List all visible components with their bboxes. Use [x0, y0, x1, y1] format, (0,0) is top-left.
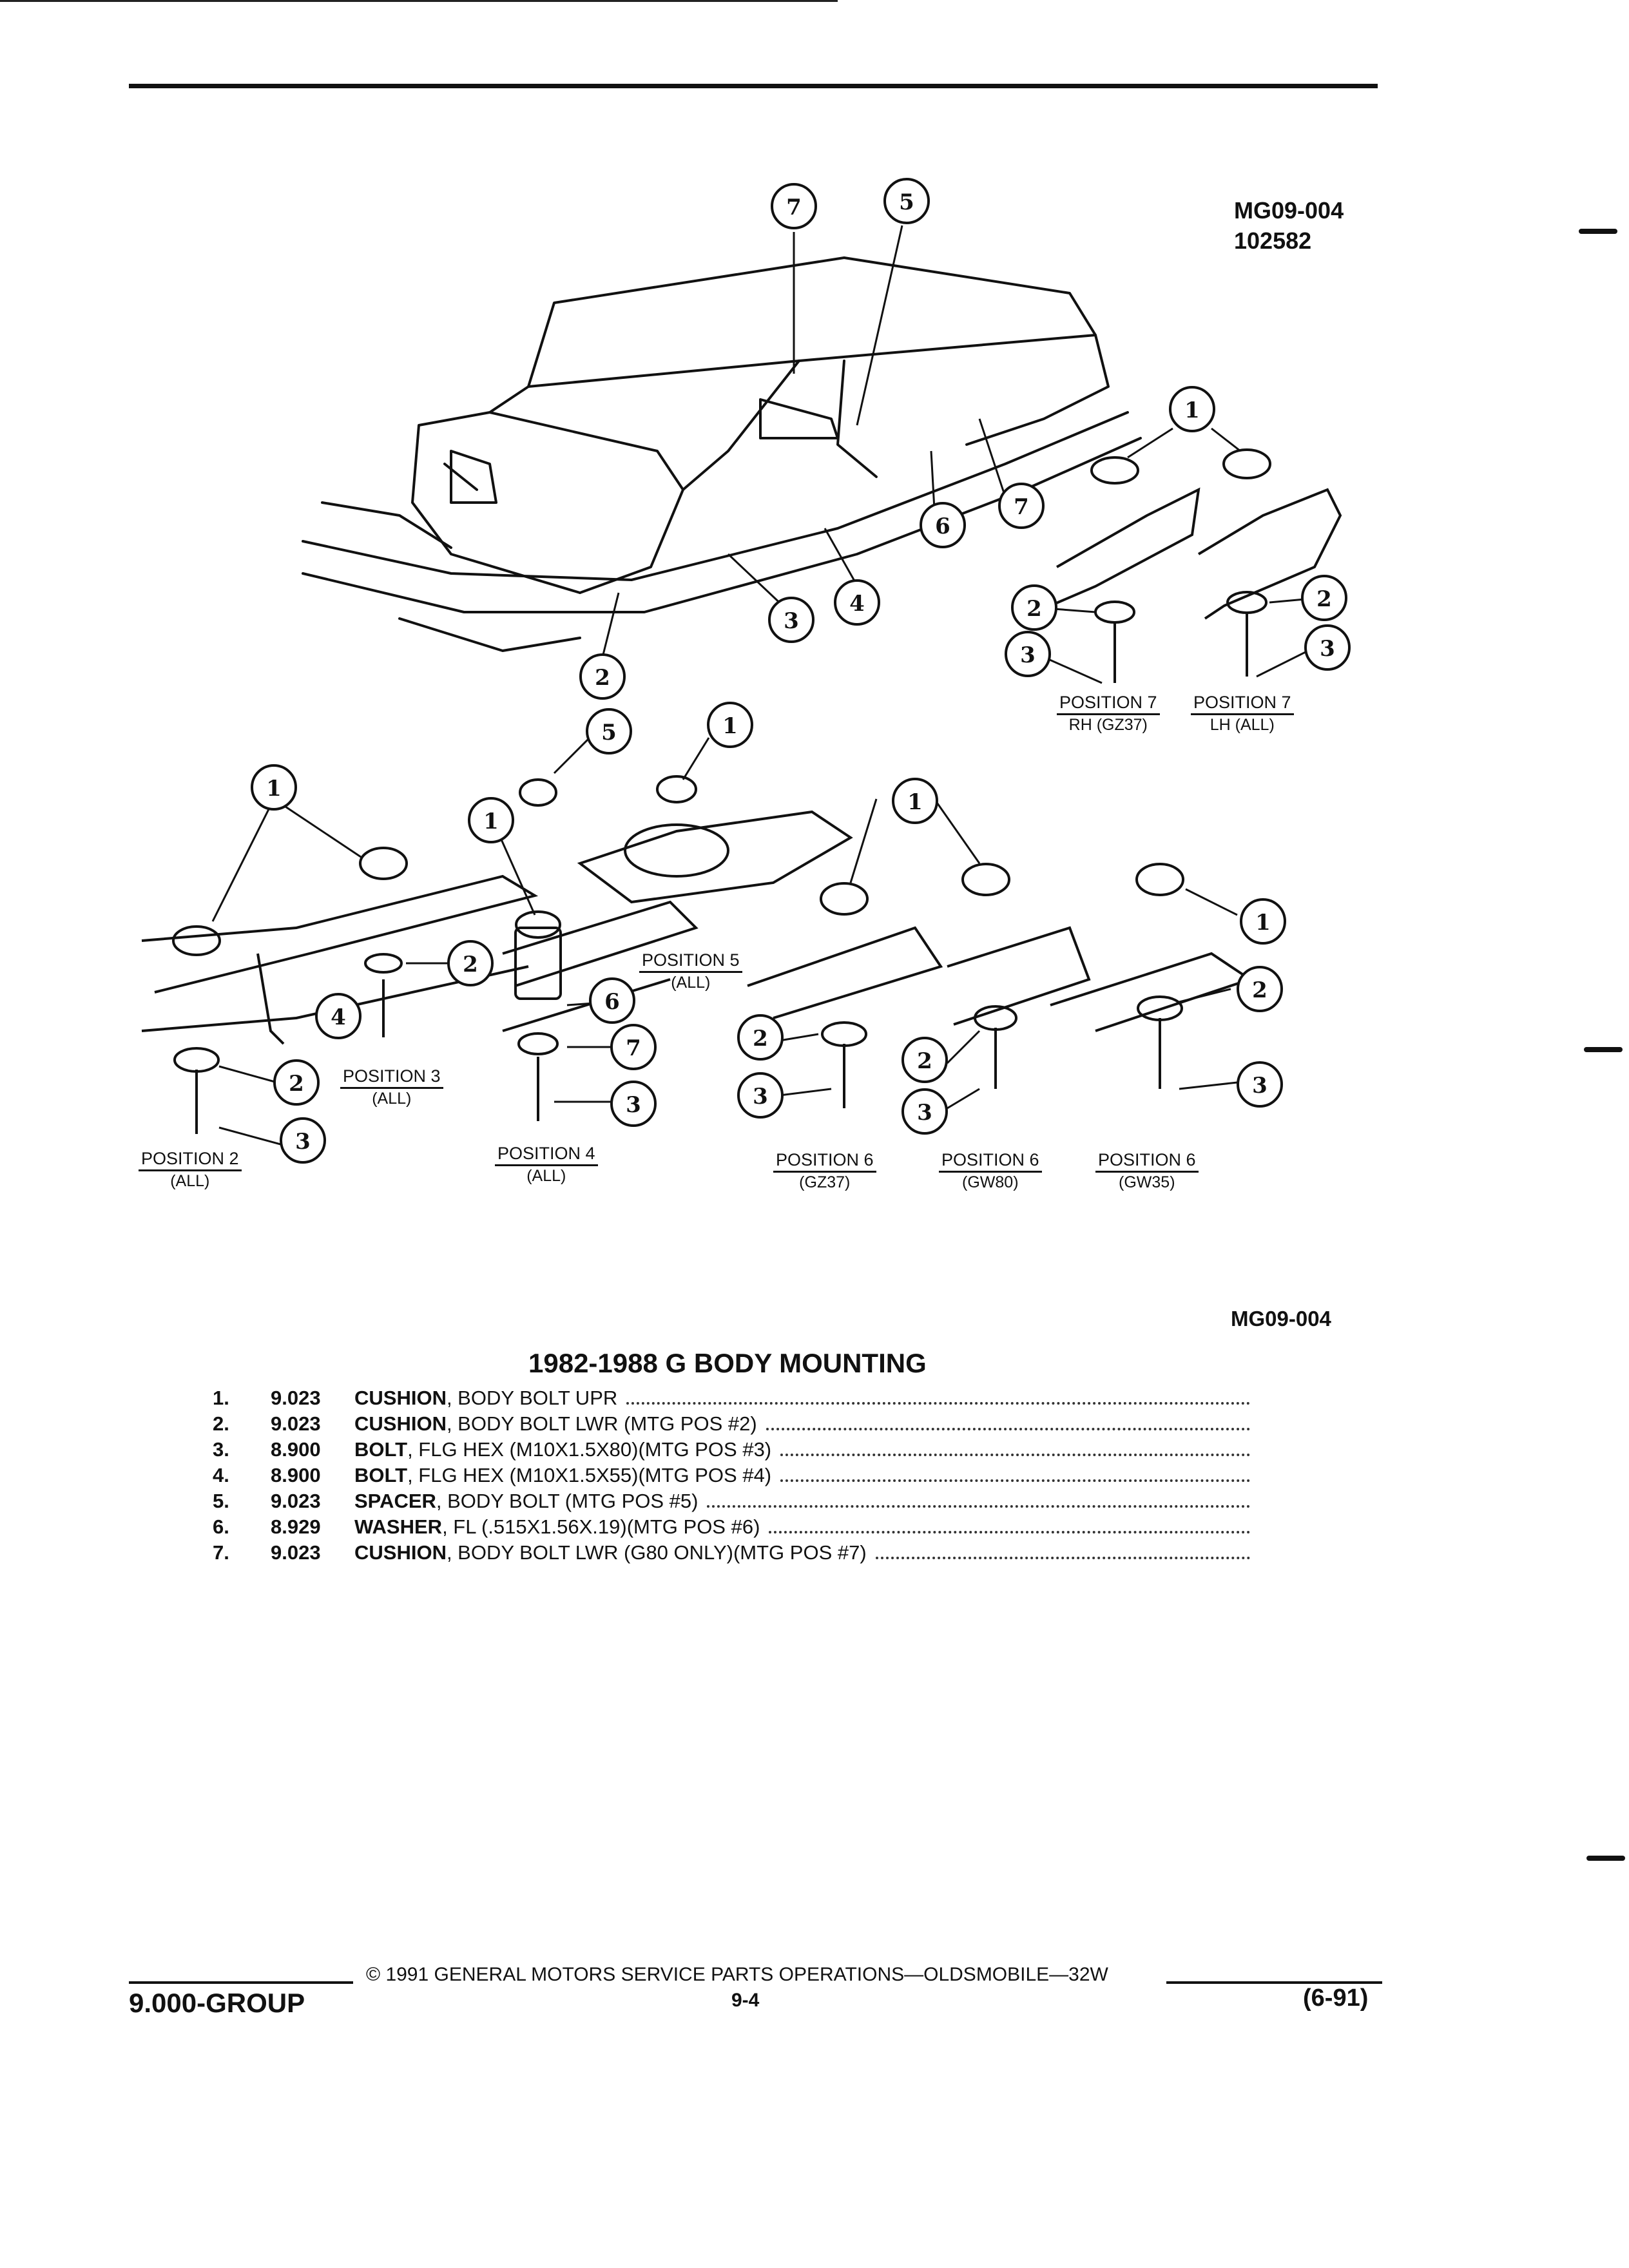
- callout-3: [1238, 1062, 1282, 1106]
- svg-text:2: 2: [1252, 977, 1268, 1003]
- svg-text:1: 1: [483, 809, 499, 834]
- callout-6: [590, 979, 634, 1023]
- callout-1: [1241, 899, 1285, 943]
- callout-5: [587, 709, 631, 753]
- position-label: POSITION 4 (ALL): [495, 1144, 598, 1186]
- callout-1: [708, 703, 752, 747]
- callout-2: [1238, 967, 1282, 1011]
- callout-3: [1006, 632, 1050, 676]
- callout-3: [903, 1090, 947, 1133]
- callout-2: [1012, 586, 1056, 629]
- parts-list: [213, 1385, 1257, 1566]
- callout-2: [448, 941, 492, 985]
- callout-3: [281, 1119, 325, 1162]
- svg-text:2: 2: [1316, 586, 1332, 612]
- svg-text:1: 1: [1184, 398, 1200, 423]
- callout-3: [769, 598, 813, 642]
- callout-3: [612, 1082, 655, 1126]
- callout-7: [999, 484, 1043, 528]
- callout-1: [469, 798, 513, 842]
- svg-text:2: 2: [463, 952, 478, 977]
- callout-6: [921, 503, 965, 547]
- svg-text:5: 5: [601, 720, 617, 745]
- svg-text:5: 5: [899, 189, 914, 215]
- svg-text:1: 1: [907, 789, 923, 815]
- callout-2: [1302, 576, 1346, 620]
- svg-text:7: 7: [1014, 494, 1029, 520]
- list-item: 1. 9.023 CUSHION, BODY BOLT UPR: [213, 1385, 1257, 1411]
- svg-text:2: 2: [753, 1026, 768, 1052]
- callout-1: [252, 765, 296, 809]
- callout-1: [1170, 387, 1214, 431]
- callout-7: [612, 1025, 655, 1069]
- svg-text:4: 4: [849, 591, 865, 617]
- list-item: 6. 8.929 WASHER, FL (.515X1.56X.19)(MTG POS #6): [213, 1514, 1257, 1540]
- svg-text:3: 3: [1252, 1073, 1268, 1099]
- callout-7: [772, 184, 816, 228]
- svg-text:3: 3: [626, 1092, 641, 1118]
- position-6-assemblies: [747, 864, 1250, 1108]
- position-7-assemblies: [1050, 450, 1340, 683]
- position-2-3-assemblies: [142, 848, 535, 1134]
- svg-text:1: 1: [266, 776, 282, 802]
- position-label: POSITION 5 (ALL): [639, 950, 742, 992]
- svg-text:6: 6: [935, 514, 950, 539]
- callout-4: [835, 581, 879, 624]
- callout-3: [1306, 626, 1349, 669]
- footer-rule-left: [129, 1981, 353, 1984]
- callout-1: [893, 779, 937, 823]
- position-label: POSITION 6 (GW80): [939, 1150, 1042, 1192]
- svg-text:2: 2: [595, 665, 610, 691]
- callout-group: [252, 179, 1349, 1162]
- svg-text:3: 3: [295, 1129, 311, 1155]
- position-label: POSITION 2 (ALL): [139, 1149, 242, 1191]
- svg-text:1: 1: [1255, 910, 1271, 936]
- svg-text:2: 2: [917, 1048, 932, 1074]
- callout-2: [275, 1061, 318, 1104]
- position-label: POSITION 7 RH (GZ37): [1057, 693, 1160, 735]
- position-label: POSITION 7 LH (ALL): [1191, 693, 1294, 735]
- svg-text:7: 7: [626, 1035, 641, 1061]
- position-label: POSITION 3 (ALL): [340, 1066, 443, 1108]
- drawing-number: 102582: [1234, 227, 1312, 254]
- list-item: 3. 8.900 BOLT, FLG HEX (M10X1.5X80)(MTG POS #3): [213, 1437, 1257, 1463]
- svg-text:3: 3: [753, 1084, 768, 1110]
- footer-rule-right: [1166, 1981, 1382, 1984]
- margin-mark: [1586, 1856, 1625, 1861]
- callout-2: [903, 1038, 947, 1082]
- callout-4: [316, 994, 360, 1038]
- list-item: 7. 9.023 CUSHION, BODY BOLT LWR (G80 ONLY)(MTG POS #7): [213, 1540, 1257, 1566]
- svg-text:7: 7: [786, 195, 802, 220]
- position-4-5-assemblies: [503, 776, 851, 1121]
- footer-copyright: © 1991 GENERAL MOTORS SERVICE PARTS OPERATIONS—OLDSMOBILE—32W: [366, 1964, 1108, 1985]
- svg-text:3: 3: [917, 1100, 932, 1126]
- footer-group: 9.000-GROUP: [129, 1988, 305, 2018]
- callout-2: [581, 655, 624, 698]
- list-item: 2. 9.023 CUSHION, BODY BOLT LWR (MTG POS #2): [213, 1411, 1257, 1437]
- list-item: 4. 8.900 BOLT, FLG HEX (M10X1.5X55)(MTG POS #4): [213, 1463, 1257, 1488]
- callout-2: [738, 1015, 782, 1059]
- page-title: 1982-1988 G BODY MOUNTING: [528, 1348, 927, 1378]
- position-label: POSITION 6 (GZ37): [773, 1150, 876, 1192]
- svg-text:4: 4: [331, 1004, 346, 1030]
- svg-text:3: 3: [1020, 642, 1036, 668]
- callout-3: [738, 1073, 782, 1117]
- drawing-ref-bottom: MG09-004: [1231, 1307, 1331, 1331]
- footer-date: (6-91): [1303, 1984, 1369, 2012]
- drawing-id: MG09-004: [1234, 197, 1344, 224]
- page-number: 9-4: [731, 1990, 760, 2011]
- car-body-outline: [303, 258, 1141, 651]
- position-label: POSITION 6 (GW35): [1095, 1150, 1199, 1192]
- svg-text:2: 2: [1027, 596, 1042, 622]
- callout-5: [885, 179, 929, 223]
- svg-text:2: 2: [289, 1071, 304, 1097]
- svg-text:3: 3: [1320, 636, 1335, 662]
- svg-text:1: 1: [722, 713, 738, 739]
- svg-text:3: 3: [784, 608, 799, 634]
- svg-text:6: 6: [604, 989, 620, 1015]
- list-item: 5. 9.023 SPACER, BODY BOLT (MTG POS #5): [213, 1488, 1257, 1514]
